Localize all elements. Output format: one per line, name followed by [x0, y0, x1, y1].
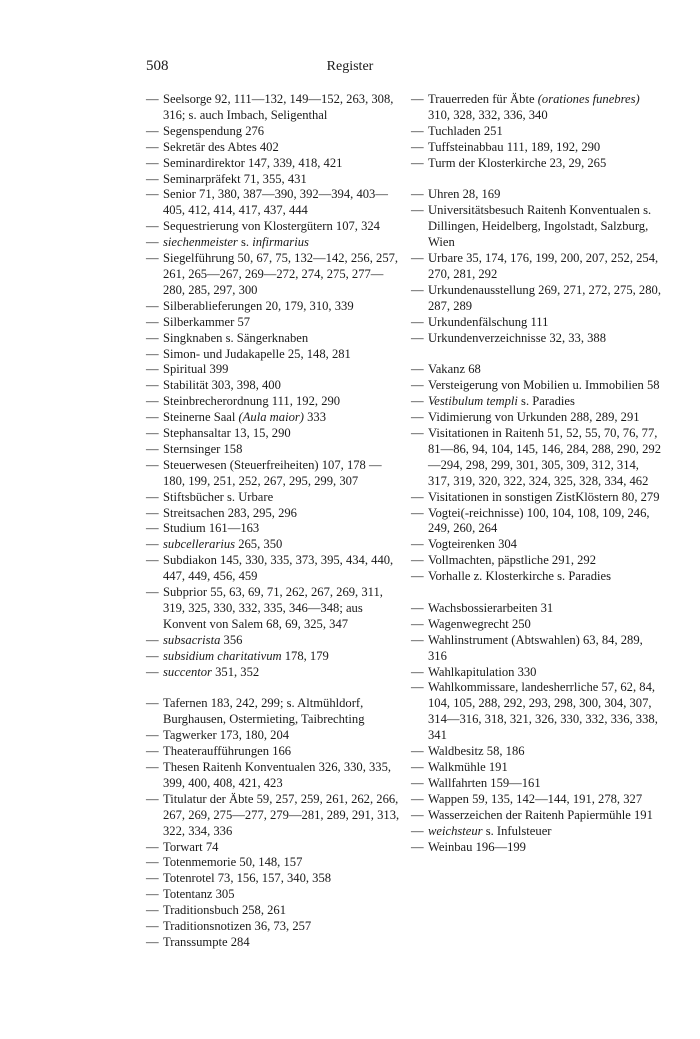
- index-entry: — Tuchladen 251: [411, 124, 661, 140]
- index-entry: — Silberablieferungen 20, 179, 310, 339: [146, 299, 400, 315]
- index-entry: — Subdiakon 145, 330, 335, 373, 395, 434, 440, 447, 449, 456, 459: [146, 553, 400, 585]
- index-entry: — Subprior 55, 63, 69, 71, 262, 267, 269, 311, 319, 325, 330, 332, 335, 346—348; aus Konvent von Salem 68, 69, 325, 347: [146, 585, 400, 633]
- index-entry: — Sternsinger 158: [146, 442, 400, 458]
- index-entry: — Wallfahrten 159—161: [411, 776, 661, 792]
- index-entry: — Universitätsbesuch Raitenh Konventualen s. Dillingen, Heidelberg, Ingolstadt, Salzburg, Wien: [411, 203, 661, 251]
- index-entry: — Weinbau 196—199: [411, 840, 661, 856]
- index-entry: — Singknaben s. Sängerknaben: [146, 331, 400, 347]
- index-entry: — Titulatur der Äbte 59, 257, 259, 261, 262, 266, 267, 269, 275—277, 279—281, 289, 291, 313, 322, 334, 336: [146, 792, 400, 840]
- index-entry: — Turm der Klosterkirche 23, 29, 265: [411, 156, 661, 172]
- index-entry: — Stabilität 303, 398, 400: [146, 378, 400, 394]
- index-entry: — Seelsorge 92, 111—132, 149—152, 263, 308, 316; s. auch Imbach, Seligenthal: [146, 92, 400, 124]
- index-entry: — Urkundenfälschung 111: [411, 315, 661, 331]
- index-entry: — Urbare 35, 174, 176, 199, 200, 207, 252, 254, 270, 281, 292: [411, 251, 661, 283]
- index-entry: — Seminarpräfekt 71, 355, 431: [146, 172, 400, 188]
- index-entry: — Vakanz 68: [411, 362, 661, 378]
- index-entry: — Siegelführung 50, 67, 75, 132—142, 256, 257, 261, 265—267, 269—272, 274, 275, 277—280, 285, 297, 300: [146, 251, 400, 299]
- index-entry: — Wahlinstrument (Abtswahlen) 63, 84, 289, 316: [411, 633, 661, 665]
- index-entry: — Simon- und Judakapelle 25, 148, 281: [146, 347, 400, 363]
- index-entry: — Senior 71, 380, 387—390, 392—394, 403—405, 412, 414, 417, 437, 444: [146, 187, 400, 219]
- index-entry: — Thesen Raitenh Konventualen 326, 330, 335, 399, 400, 408, 421, 423: [146, 760, 400, 792]
- index-entry: — Totenrotel 73, 156, 157, 340, 358: [146, 871, 400, 887]
- index-entry: — Stephansaltar 13, 15, 290: [146, 426, 400, 442]
- index-entry: — Versteigerung von Mobilien u. Immobilien 58: [411, 378, 661, 394]
- index-entry: — subcellerarius 265, 350: [146, 537, 400, 553]
- index-entry: — Transsumpte 284: [146, 935, 400, 951]
- index-entry: — Wappen 59, 135, 142—144, 191, 278, 327: [411, 792, 661, 808]
- index-entry: — Theateraufführungen 166: [146, 744, 400, 760]
- index-entry: — Vogtei(-reichnisse) 100, 104, 108, 109, 246, 249, 260, 264: [411, 506, 661, 538]
- index-entry: — Sekretär des Abtes 402: [146, 140, 400, 156]
- index-entry: — Spiritual 399: [146, 362, 400, 378]
- index-entry: — Visitationen in sonstigen ZistKlöstern 80, 279: [411, 490, 661, 506]
- index-entry: — Waldbesitz 58, 186: [411, 744, 661, 760]
- index-entry: — Trauerreden für Äbte (orationes funebres) 310, 328, 332, 336, 340: [411, 92, 661, 124]
- index-entry: — Streitsachen 283, 295, 296: [146, 506, 400, 522]
- index-entry: — Urkundenausstellung 269, 271, 272, 275, 280, 287, 289: [411, 283, 661, 315]
- index-entry: — Steinbrecherordnung 111, 192, 290: [146, 394, 400, 410]
- index-entry: — Tafernen 183, 242, 299; s. Altmühldorf, Burghausen, Ostermieting, Taibrechting: [146, 696, 400, 728]
- page-number: 508: [146, 58, 169, 74]
- index-entry: — Wachsbossierarbeiten 31: [411, 601, 661, 617]
- index-entry: — Torwart 74: [146, 840, 400, 856]
- index-entry: — Studium 161—163: [146, 521, 400, 537]
- index-entry: — Visitationen in Raitenh 51, 52, 55, 70, 76, 77, 81—86, 94, 104, 145, 146, 284, 288, 290, 292—294, 298, 299, 301, 305, 309, 312, 314, 317, 319, 320, 322, 324, 325, 328, 334, 462: [411, 426, 661, 490]
- index-entry: — Stiftsbücher s. Urbare: [146, 490, 400, 506]
- index-entry: — Tagwerker 173, 180, 204: [146, 728, 400, 744]
- index-entry: — Seminardirektor 147, 339, 418, 421: [146, 156, 400, 172]
- index-entry: — Wasserzeichen der Raitenh Papiermühle 191: [411, 808, 661, 824]
- index-entry: — Tuffsteinabbau 111, 189, 192, 290: [411, 140, 661, 156]
- index-entry: — Vogteirenken 304: [411, 537, 661, 553]
- index-entry: — siechenmeister s. infirmarius: [146, 235, 400, 251]
- index-entry: — Steuerwesen (Steuerfreiheiten) 107, 178 —180, 199, 251, 252, 267, 295, 299, 307: [146, 458, 400, 490]
- index-entry: — weichsteur s. Infulsteuer: [411, 824, 661, 840]
- group-separator: [146, 681, 400, 697]
- index-entry: — Totentanz 305: [146, 887, 400, 903]
- group-separator: [411, 172, 661, 188]
- index-entry: — Vidimierung von Urkunden 288, 289, 291: [411, 410, 661, 426]
- index-entry: — subsacrista 356: [146, 633, 400, 649]
- group-separator: [411, 346, 661, 362]
- index-entry: — Walkmühle 191: [411, 760, 661, 776]
- index-entry: — Vestibulum templi s. Paradies: [411, 394, 661, 410]
- index-entry: — Wahlkapitulation 330: [411, 665, 661, 681]
- index-entry: — Vollmachten, päpstliche 291, 292: [411, 553, 661, 569]
- index-entry: — Segenspendung 276: [146, 124, 400, 140]
- index-column-right: [411, 92, 661, 855]
- running-head: Register: [326, 59, 374, 74]
- index-entry: — Sequestrierung von Klostergütern 107, 324: [146, 219, 400, 235]
- index-entry: — subsidium charitativum 178, 179: [146, 649, 400, 665]
- index-entry: — Uhren 28, 169: [411, 187, 661, 203]
- index-entry: — succentor 351, 352: [146, 665, 400, 681]
- index-entry: — Traditionsnotizen 36, 73, 257: [146, 919, 400, 935]
- index-column-left: [146, 92, 400, 951]
- group-separator: [411, 585, 661, 601]
- index-entry: — Traditionsbuch 258, 261: [146, 903, 400, 919]
- index-entry: — Steinerne Saal (Aula maior) 333: [146, 410, 400, 426]
- index-entry: — Vorhalle z. Klosterkirche s. Paradies: [411, 569, 661, 585]
- index-entry: — Urkundenverzeichnisse 32, 33, 388: [411, 331, 661, 347]
- index-entry: — Wagenwegrecht 250: [411, 617, 661, 633]
- index-entry: — Silberkammer 57: [146, 315, 400, 331]
- index-entry: — Wahlkommissare, landesherrliche 57, 62, 84, 104, 105, 288, 292, 293, 298, 300, 304, 307, 314—316, 318, 321, 326, 330, 332, 336, 338, 341: [411, 680, 661, 744]
- index-entry: — Totenmemorie 50, 148, 157: [146, 855, 400, 871]
